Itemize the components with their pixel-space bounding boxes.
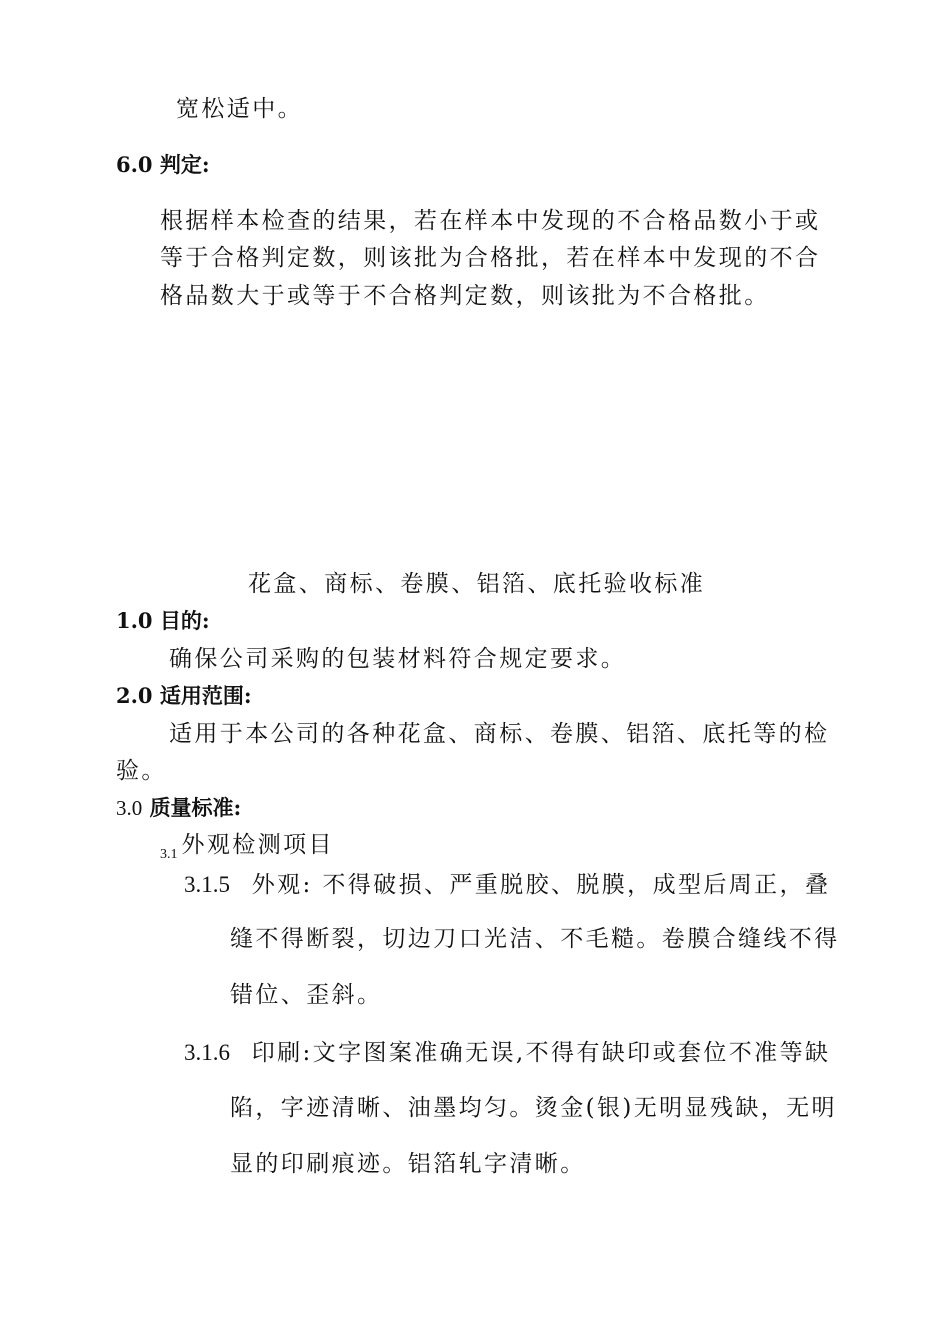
item-3-1-6-line-1 (184, 1038, 830, 1068)
item-3-1-5-line-1 (184, 870, 830, 900)
item-3-1-5-line-2: 缝不得断裂，切边刀口光洁、不毛糙。卷膜合缝线不得 (230, 926, 840, 952)
section-1-text: 确保公司采购的包装材料符合规定要求。 (169, 646, 627, 672)
section-6-paragraph-line-2: 等于合格判定数，则该批为合格批，若在样本中发现的不合 (160, 245, 821, 271)
section-3-title: 质量标准: (149, 795, 242, 820)
section-1-heading: 1.0 目的: (116, 608, 210, 633)
section-2-text-line-2: 验。 (116, 758, 167, 784)
item-3-1-6-line-2: 陷，字迹清晰、油墨均匀。烫金(银)无明显残缺，无明 (230, 1095, 837, 1121)
item-3-1-5-text-line-1: 外观: 不得破损、严重脱胶、脱膜，成型后周正，叠 (251, 872, 831, 898)
section-6-paragraph-line-3: 格品数大于或等于不合格判定数，则该批为不合格批。 (160, 283, 770, 309)
section-6-heading: 6.0 判定: (116, 152, 210, 177)
continuation-text: 宽松适中。 (176, 96, 303, 122)
standard-title: 花盒、商标、卷膜、铝箔、底托验收标准 (248, 571, 706, 597)
section-2-heading: 2.0 适用范围: (116, 683, 252, 708)
item-3-1-6-text-line-1: 印刷:文字图案准确无误,不得有缺印或套位不准等缺 (251, 1040, 831, 1066)
subsection-3-1-number: 3.1 (160, 847, 178, 862)
item-3-1-6-line-3: 显的印刷痕迹。铝箔轧字清晰。 (230, 1151, 586, 1177)
subsection-3-1 (160, 830, 334, 870)
section-3-heading (116, 793, 241, 823)
item-3-1-5-number: 3.1.5 (184, 872, 230, 897)
section-2-text-line-1: 适用于本公司的各种花盒、商标、卷膜、铝箔、底托等的检 (169, 721, 830, 747)
item-3-1-6-number: 3.1.6 (184, 1040, 230, 1065)
subsection-3-1-title: 外观检测项目 (181, 832, 334, 858)
section-6-paragraph-line-1: 根据样本检查的结果，若在样本中发现的不合格品数小于或 (160, 208, 821, 234)
section-3-number: 3.0 (116, 796, 143, 820)
item-3-1-5-line-3: 错位、歪斜。 (230, 982, 383, 1008)
